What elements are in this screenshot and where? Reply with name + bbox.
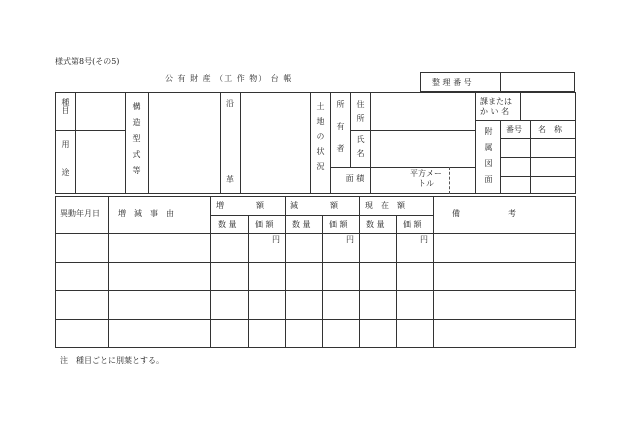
seiri-bango-label: 整 理 番 号 (432, 78, 472, 87)
heiho-label-1: 平方メー (410, 169, 442, 178)
jusho-label: 住所 (356, 100, 365, 128)
bango-label: 番号 (506, 125, 522, 134)
kagaku-label-2: 価 額 (329, 220, 348, 229)
meisho-label: 名 称 (538, 125, 562, 134)
suryo-label-3: 数 量 (366, 220, 385, 229)
fuzoku-label: 附属図面 (484, 127, 493, 191)
shumoku-label: 種目 (61, 98, 70, 114)
heiho-label-2: トル (418, 179, 434, 188)
footnote: 注 種目ごとに別葉とする。 (60, 356, 164, 365)
tochi-label: 土地の状況 (316, 102, 325, 177)
yen-label-3: 円 (420, 235, 428, 244)
suryo-label-1: 数 量 (218, 220, 237, 229)
kagaku-label-3: 価 額 (403, 220, 422, 229)
yen-label-2: 円 (346, 235, 354, 244)
gengaku-label: 減 額 (290, 201, 338, 210)
kagaku-label-1: 価 額 (255, 220, 274, 229)
suryo-label-2: 数 量 (292, 220, 311, 229)
enkaku-label-2: 革 (226, 175, 234, 184)
kozo-label: 構造型式等 (132, 102, 141, 182)
biko-label: 備 考 (452, 209, 516, 218)
menseki-label: 面 積 (345, 174, 365, 183)
lower-table (55, 196, 576, 348)
ka-label-1: 課または (480, 97, 512, 106)
form-number: 様式第8号(その5) (55, 57, 120, 66)
yen-label-1: 円 (272, 235, 280, 244)
zogaku-label: 増 額 (216, 201, 264, 210)
enkaku-label-1: 沿 (226, 99, 234, 108)
ido-label: 異動年月日 (60, 209, 100, 218)
page-title: 公 有 財 産 （工 作 物） 台 帳 (165, 74, 293, 83)
shimei-label: 氏名 (356, 135, 365, 163)
shoyusha-label: 所有者 (336, 100, 345, 166)
ka-label-2: か い 名 (480, 107, 510, 116)
zogen-label: 増 減 事 由 (118, 209, 174, 218)
genzai-label: 現 在 額 (365, 201, 405, 210)
yoto-label: 用途 (61, 140, 70, 196)
